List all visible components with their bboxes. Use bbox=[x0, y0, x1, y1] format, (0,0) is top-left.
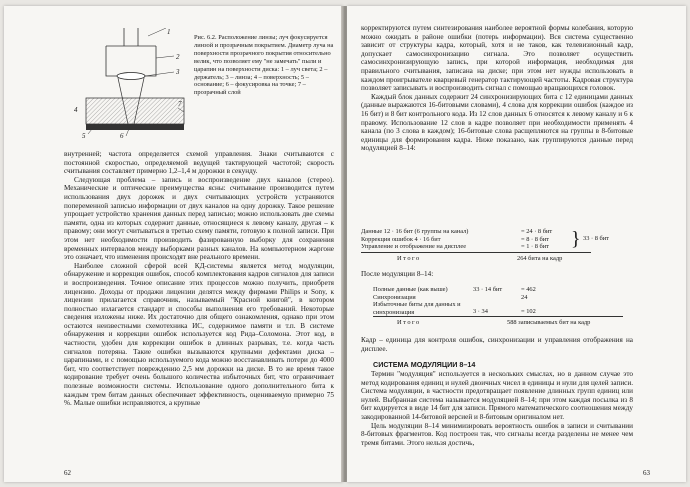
right-page bbox=[347, 6, 686, 482]
paragraph: Цель модуляции 8–14 минимизировать вероятность ошибок в записи и считывании 8-битовых фрагментов. Код построен так, что сигналы всегда разделены не менее чем тремя битами. Этого нельзя достичь, bbox=[361, 421, 633, 447]
paragraph: Термин "модуляция" используется в нескольких смыслах, но в данном случае это метод кодирования единиц и нулей двоичных чисел в единицы и нули для целей записи. Система модуляции, в частности предотвращает появление длинных групп единиц или нулей. Выбранная система называется модуляцией 8–14; при этом каждая посылка из 8 бит кодируется в виде 14 бит для записи. Прямого математического соотношения между закодированной 14-битовой версией и 8-битовым оригиналом нет. bbox=[361, 370, 633, 421]
paragraph: корректируются путем синтезирования наиболее вероятной формы колебания, которую можно ожидать в районе ошибки (потерь информации). Вся система существенно зависит от структуры кадра, который, хотя и не таков, как телевизионный кадр, допускает самосинхронизацию сигнала. Это позволяет осуществить самосинхронизирующую запись, при которой информация, необходимая для правильного считывания, записана на диске; при этом нет нужды использовать в каждом проигрывателе кварцевый генератор тактирующей частоты. Кадровая структура позволяет записывать и воспроизводить сигнал с помощью вращающихся головок. bbox=[361, 24, 633, 93]
table-row: Коррекция ошибок 4 · 16 бит = 8 · 8 бит bbox=[361, 235, 549, 243]
left-page bbox=[4, 6, 343, 482]
disc-base bbox=[86, 124, 184, 130]
label-6: 6 bbox=[120, 132, 124, 138]
divider bbox=[361, 252, 591, 253]
table-row: Полные данные (как выше) 33 · 14 бит = 462 bbox=[373, 286, 536, 293]
paragraph: внутренней; частота определяется схемой управления. Знаки считываются с постоянной скоростью, определяемой ведущей тактирующей частотой; скорость считывания составляет примерно 1,2–1,4 м дорожки в секунду. bbox=[64, 150, 334, 176]
table-total-row: Итого 264 бита на кадр bbox=[397, 255, 563, 262]
right-body-text-top bbox=[361, 24, 633, 153]
label-4: 4 bbox=[74, 106, 78, 114]
right-body-text-bottom bbox=[361, 370, 633, 447]
left-body-text bbox=[64, 150, 334, 408]
label-2: 2 bbox=[176, 53, 180, 61]
lens-diagram bbox=[66, 28, 186, 138]
table-row: Синхронизация 24 bbox=[373, 293, 528, 301]
divider bbox=[373, 316, 623, 317]
table-total-row: Итого 588 записываемых бит на кадр bbox=[397, 319, 591, 326]
label-1: 1 bbox=[167, 28, 171, 36]
paragraph: Наиболее сложной сферой всей КД-системы является метод модуляции, обнаружение и коррекция ошибок, способ комплектования кадров сигналов для записи и воспроизведения. Точное описание этих процессов можно получить, приобретя лицензию. Доходы от продажи лицензии делятся между фирмами Philips и Sony, к лицензии прилагается справочник, называемый "Красной книгой", в котором полностью излагается стандарт и способы выполнения его требований. Некоторые сведения изложены ниже. Их достаточно для общего ознакомления, однако при этом остаются неизвестными схемотехника ИС, содержимое памяти и т.п. В системе обнаружения и коррекции ошибок используется код Рида–Соломона. Этот код, в частности, удобен для коррекции ошибок в длинных разрывах, т.е. когда часть сигналов потеряна. Такие ошибки вызываются крупными дефектами диска – царапинами, и с помощью используемого кода можно восстанавливать потери до 4000 бит, что соответствует повреждению 2,5 мм дорожки на диске. В то же время такое кодирование требует очень большого количества избыточных бит, что ограничивает полезные возможности системы. Использование одного дополнительного бита к каждым трем битам данных обеспечивает эффективность, оцениваемую примерно 75 %. Малые ошибки исправляются, а крупные bbox=[64, 261, 334, 408]
modulation-table bbox=[373, 286, 633, 316]
table-row: Управление и отображение на дисплее = 1 · 8 бит bbox=[361, 243, 549, 251]
brace: } bbox=[571, 228, 581, 250]
table-row: Избыточные биты для данных и синхронизация 3 · 34 = 102 bbox=[373, 301, 536, 316]
label-3: 3 bbox=[176, 68, 180, 76]
paragraph: Каждый блок данных содержит 24 синхронизирующих бита с 12 единицами данных (данные выражаются 16-битовыми словами), 4 слова для коррекции ошибок (каждое из 16 бит) и 8 бит контрольного кода. Из 12 слов данных 6 относятся к левому каналу и 6 к правому. Использование 12 слов в кадре позволяет при необходимости применять 4 канала (по 3 слова в каждом); 16-битовые слова расщепляются на группы в 8-битовые единицы для формирования кадра. Ниже показано, как группируются данные перед модуляцией 8–14: bbox=[361, 92, 633, 153]
page-number: 62 bbox=[64, 469, 71, 477]
label-7: 7 bbox=[178, 100, 182, 108]
kadr-note: Кадр – единица для контроля ошибок, синхронизации и управления отображения на дисплее. bbox=[361, 336, 633, 353]
table-row: Данные 12 · 16 бит (6 группы на канал) = 24 · 8 бит bbox=[361, 228, 553, 235]
data-grouping-table bbox=[361, 228, 641, 251]
light-beam bbox=[124, 28, 138, 46]
figure-caption: Рис. 6.2. Расположение линзы; луч фокусируется линзой и прозрачным покрытием. Диаметр луча на поверхности прозрачного покрытия относительно велик, что позволяет ему "не замечать" пыли и царапин на поверхности диска: 1 – луч света; 2 – держатель; 3 – линза; 4 – поверхность; 5 – основание; 6 – фокусировка на точке; 7 – прозрачный слой bbox=[194, 34, 334, 97]
paragraph: Следующая проблема – запись и воспроизведение двух каналов (стерео). Механические и оптические преимущества ясны: считывание производится путем использования двух дорожек и двух считывающих устройств устраняются попеременной записью информации от двух каналов на одну дорожку. Такое решение упрощает устройство хранения данных перед записью; можно использовать две схемы памяти, одна из которых содержит данные, относящиеся к левому каналу, другая – к правому; они могут считываться в третью схему памяти, готовую к полной записи. При этом нет необходимости производить фазированную выборку для сохранения временных интервалов между выборками разных каналов. На компьютерном жаргоне это означает, что изменения происходят вне реального времени. bbox=[64, 175, 334, 262]
transparent-layer bbox=[86, 98, 184, 124]
section-heading: СИСТЕМА МОДУЛЯЦИИ 8–14 bbox=[373, 360, 476, 369]
after-modulation-line: После модуляции 8–14: bbox=[361, 270, 434, 278]
brace-total: 33 · 8 бит bbox=[583, 235, 609, 242]
page-number: 63 bbox=[643, 469, 650, 477]
label-5: 5 bbox=[82, 132, 86, 138]
holder bbox=[106, 46, 156, 76]
lens bbox=[117, 73, 145, 80]
